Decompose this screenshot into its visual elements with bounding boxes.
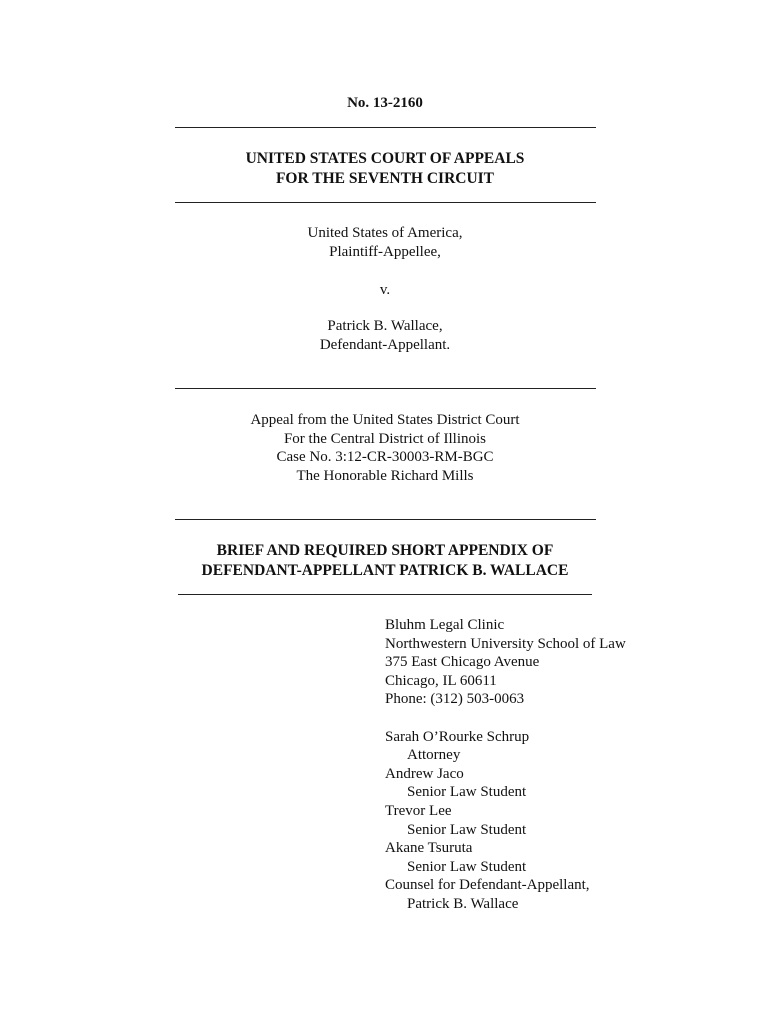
- divider-3: [175, 388, 596, 389]
- court-heading: [0, 149, 770, 189]
- clinic-phone: Phone: (312) 503-0063: [385, 691, 525, 708]
- case-number: No. 13-2160: [347, 95, 423, 111]
- plaintiff-role: Plaintiff-Appellee,: [329, 243, 441, 260]
- counsel-role: Senior Law Student: [407, 821, 527, 838]
- counsel-name: Akane Tsuruta: [385, 840, 473, 857]
- divider-5: [178, 594, 592, 595]
- clinic-school: Northwestern University School of Law: [385, 635, 626, 652]
- counsel-role: Attorney: [407, 747, 461, 764]
- court-line-2: FOR THE SEVENTH CIRCUIT: [275, 170, 495, 187]
- counsel-name: Andrew Jaco: [385, 765, 464, 782]
- brief-title-line-2: DEFENDANT-APPELLANT PATRICK B. WALLACE: [201, 562, 569, 579]
- appeal-line-2: For the Central District of Illinois: [283, 430, 487, 447]
- counsel-role: Senior Law Student: [407, 858, 527, 875]
- counsel-block: [385, 616, 765, 914]
- spacer: [385, 709, 765, 728]
- versus: v.: [379, 282, 391, 298]
- clinic-city: Chicago, IL 60611: [385, 672, 497, 689]
- parties-block: [0, 224, 770, 261]
- court-line-1: UNITED STATES COURT OF APPEALS: [245, 150, 525, 167]
- clinic-street: 375 East Chicago Avenue: [385, 654, 540, 671]
- counsel-for-line-2: Patrick B. Wallace: [407, 895, 519, 912]
- defendant-role: Defendant-Appellant.: [319, 336, 451, 353]
- appeal-block: [0, 411, 770, 485]
- counsel-name: Trevor Lee: [385, 802, 452, 819]
- counsel-name: Sarah O’Rourke Schrup: [385, 728, 530, 745]
- counsel-role: Senior Law Student: [407, 784, 527, 801]
- brief-title-line-1: BRIEF AND REQUIRED SHORT APPENDIX OF: [216, 542, 554, 559]
- divider-4: [175, 519, 596, 520]
- plaintiff-name: United States of America,: [307, 225, 463, 241]
- divider-2: [175, 202, 596, 203]
- counsel-for-line-1: Counsel for Defendant-Appellant,: [385, 877, 590, 894]
- defendant-block: [0, 317, 770, 354]
- divider-1: [175, 127, 596, 128]
- appeal-line-4: The Honorable Richard Mills: [296, 467, 474, 484]
- brief-title: [0, 541, 770, 581]
- defendant-name: Patrick B. Wallace,: [327, 318, 443, 334]
- appeal-line-1: Appeal from the United States District Court: [250, 412, 520, 428]
- clinic-name: Bluhm Legal Clinic: [385, 617, 505, 633]
- appeal-line-3: Case No. 3:12-CR-30003-RM-BGC: [276, 449, 494, 465]
